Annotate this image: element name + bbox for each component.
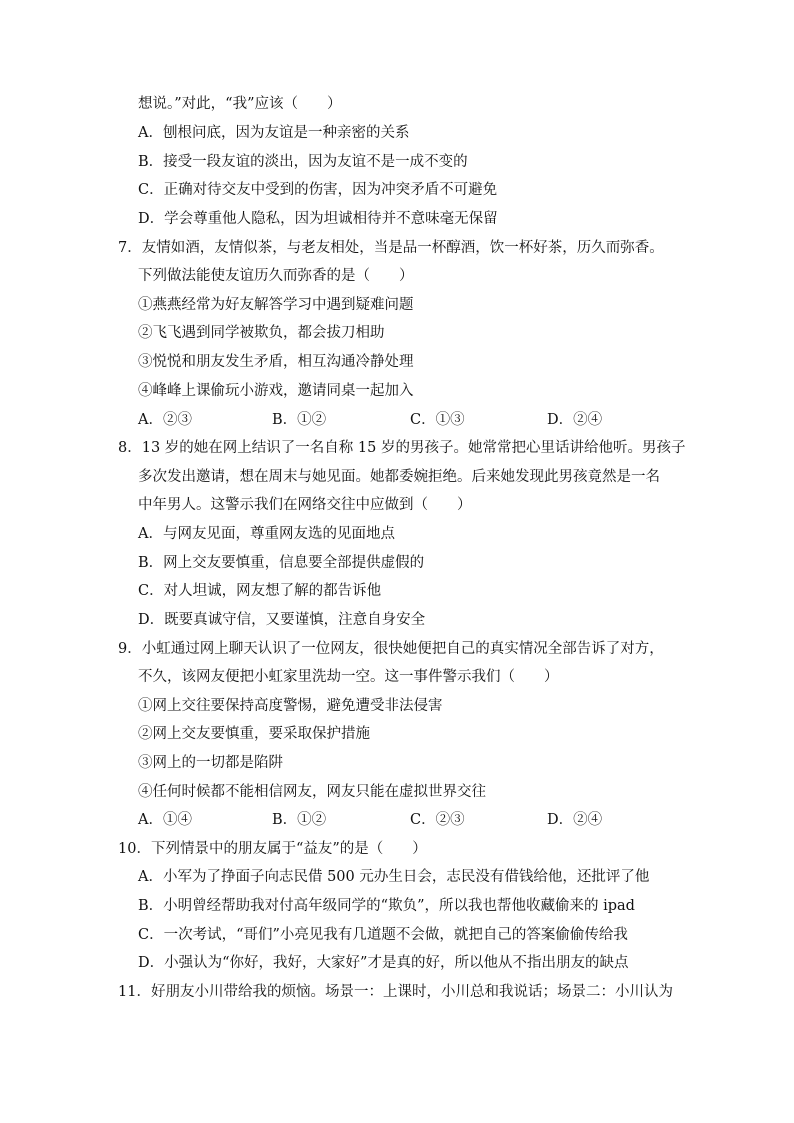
question-9-choice-b: B．①② [272, 812, 327, 828]
question-7-choice-d: D．②④ [547, 412, 603, 428]
question-9-item-3: ③网上的一切都是陷阱 [138, 755, 283, 771]
question-10-option-b: B．小明曾经帮助我对付高年级同学的“欺负”，所以我也帮他收藏偷来的 ipad [138, 898, 635, 914]
question-7-stem-line-1: 7．友情如酒，友情似茶，与老友相处，当是品一杯醇酒，饮一杯好茶，历久而弥香。 [118, 240, 664, 256]
question-7-choice-b: B．①② [272, 412, 327, 428]
question-8-option-d: D．既要真诚守信，又要谨慎，注意自身安全 [138, 612, 426, 628]
question-9-item-4: ④任何时候都不能相信网友，网友只能在虚拟世界交往 [138, 784, 486, 800]
question-6-option-a: A．刨根问底，因为友谊是一种亲密的关系 [138, 125, 410, 141]
question-8-option-c: C．对人坦诚，网友想了解的都告诉他 [138, 583, 382, 599]
question-8-option-b: B．网上交友要慎重，信息要全部提供虚假的 [138, 555, 425, 571]
question-9-stem-line-2: 不久，该网友便把小虹家里洗劫一空。这一事件警示我们（ ） [138, 669, 559, 685]
question-9-item-2: ②网上交友要慎重，要采取保护措施 [138, 726, 370, 742]
question-8-option-a: A．与网友见面，尊重网友选的见面地点 [138, 526, 395, 542]
question-9-choice-a: A．①④ [138, 812, 192, 828]
question-7-choice-a: A．②③ [138, 412, 192, 428]
question-9-choice-d: D．②④ [547, 812, 603, 828]
question-8-stem-line-1: 8．13 岁的她在网上结识了一名自称 15 岁的男孩子。她常常把心里话讲给他听。男孩子 [118, 440, 686, 456]
question-7-choice-c: C．①③ [410, 412, 465, 428]
question-7-stem-line-2: 下列做法能使友谊历久而弥香的是（ ） [138, 268, 414, 284]
question-6-option-c: C．正确对待交友中受到的伤害，因为冲突矛盾不可避免 [138, 182, 498, 198]
question-6-option-d: D．学会尊重他人隐私，因为坦诚相待并不意味毫无保留 [138, 211, 498, 227]
question-10-option-c: C．一次考试，“哥们”小亮见我有几道题不会做，就把自己的答案偷偷传给我 [138, 927, 628, 943]
question-7-item-1: ①燕燕经常为好友解答学习中遇到疑难问题 [138, 297, 414, 313]
question-10-option-d: D．小强认为“你好，我好，大家好”才是真的好，所以他从不指出朋友的缺点 [138, 955, 629, 971]
question-9-item-1: ①网上交往要保持高度警惕，避免遭受非法侵害 [138, 698, 443, 714]
question-10-option-a: A．小军为了挣面子向志民借 500 元办生日会，志民没有借钱给他，还批评了他 [138, 869, 650, 885]
question-10-stem: 10．下列情景中的朋友属于“益友”的是（ ） [118, 841, 427, 857]
question-9-stem-line-1: 9．小虹通过网上聊天认识了一位网友，很快她便把自己的真实情况全部告诉了对方， [118, 641, 664, 657]
question-7-item-4: ④峰峰上课偷玩小游戏，邀请同桌一起加入 [138, 383, 414, 399]
question-6-option-b: B．接受一段友谊的淡出，因为友谊不是一成不变的 [138, 154, 468, 170]
question-8-stem-line-2: 多次发出邀请，想在周末与她见面。她都委婉拒绝。后来她发现此男孩竟然是一名 [138, 469, 660, 485]
question-6-stem-tail: 想说。”对此，“我”应该（ ） [138, 96, 342, 112]
question-11-stem: 11．好朋友小川带给我的烦恼。场景一：上课时，小川总和我说话；场景二：小川认为 [118, 984, 673, 1000]
question-7-item-3: ③悦悦和朋友发生矛盾，相互沟通冷静处理 [138, 354, 414, 370]
question-8-stem-line-3: 中年男人。这警示我们在网络交往中应做到（ ） [138, 497, 472, 513]
question-7-item-2: ②飞飞遇到同学被欺负，都会拔刀相助 [138, 325, 385, 341]
question-9-choice-c: C．②③ [410, 812, 465, 828]
